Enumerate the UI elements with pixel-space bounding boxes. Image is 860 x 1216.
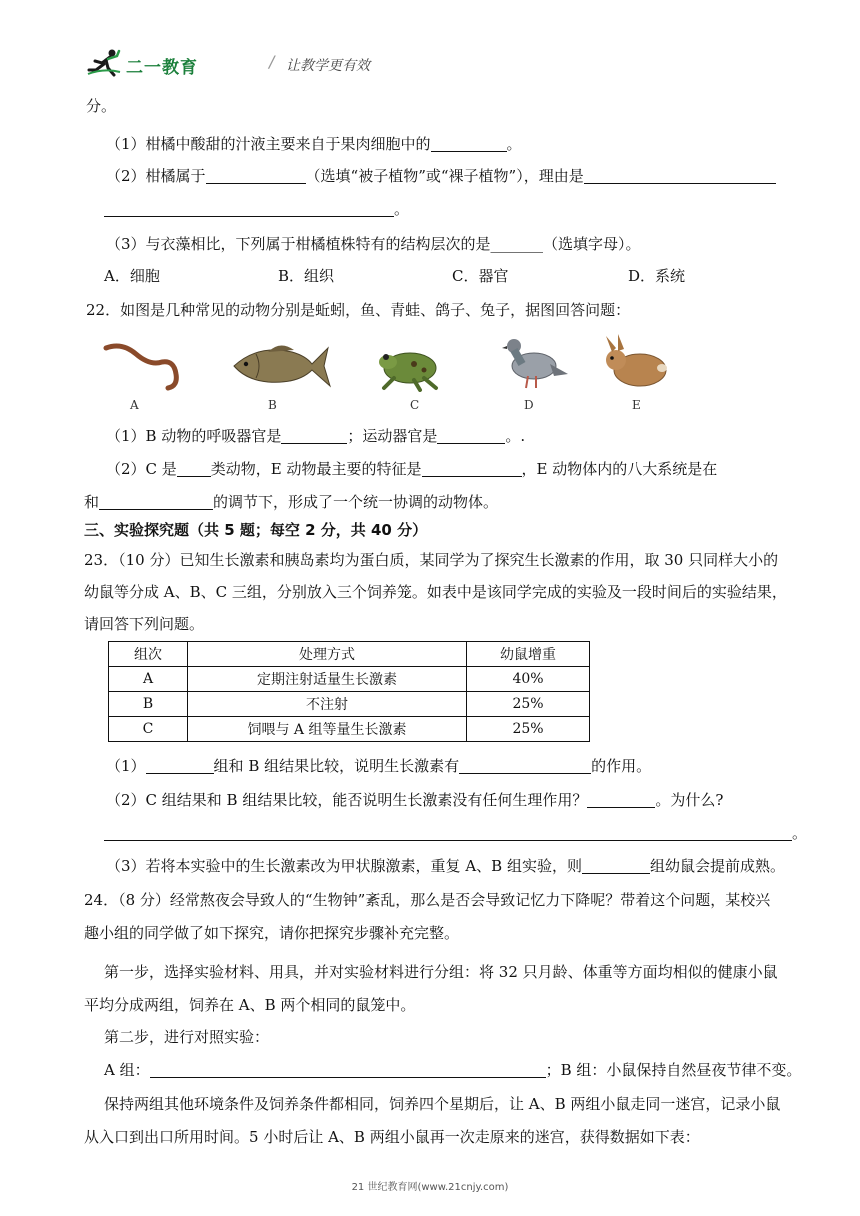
q21-part2-cont (104, 199, 409, 219)
q21-part2-mid: （选填“被子植物”或“裸子植物”），理由是 (305, 167, 584, 185)
q23-part2-end: 。 (792, 824, 808, 842)
answer-blank[interactable] (582, 857, 650, 874)
table-header-row (109, 642, 590, 667)
table-cell: 定期注射适量生长激素 (188, 667, 467, 692)
answer-blank[interactable] (104, 824, 792, 841)
q22-part2-and: 和 (84, 493, 100, 511)
answer-blank[interactable] (206, 167, 306, 184)
q22-part2-mid: 类动物，E 动物最主要的特征是 (210, 460, 422, 478)
q23-stem-3: 请回答下列问题。 (84, 615, 205, 633)
table-cell: C (109, 717, 188, 742)
animal-label-e: E (632, 398, 641, 412)
q23-part2-mid: 。为什么? (655, 791, 724, 809)
q21-part1 (106, 134, 522, 154)
q22-part1-end: 。. (505, 427, 526, 445)
animal-label-d: D (524, 398, 534, 412)
q23-part3-end: 组幼鼠会提前成熟。 (649, 857, 785, 875)
brand-slogan: 让教学更有效 (286, 58, 370, 74)
q22-part1-text: （1）B 动物的呼吸器官是 (106, 427, 282, 445)
q23-part3-text: （3）若将本实验中的生长激素改为甲状腺激素，重复 A、B 组实验，则 (106, 857, 582, 875)
animal-label-c: C (410, 398, 420, 412)
q21-option-d: D．系统 (628, 267, 686, 285)
q22-part2 (106, 459, 717, 479)
q21-part1-text: （1）柑橘中酸甜的汁液主要来自于果肉细胞中的 (106, 135, 431, 153)
answer-blank[interactable] (587, 791, 655, 808)
table-header: 组次 (109, 642, 188, 667)
q24-step1-b: 平均分成两组，饲养在 A、B 两个相同的鼠笼中。 (84, 996, 416, 1014)
animal-figure (100, 330, 680, 415)
q21-option-b: B．组织 (278, 267, 335, 285)
earthworm-illustration (102, 340, 182, 395)
q21-tail: 分。 (86, 97, 117, 115)
table-cell: 25% (467, 717, 590, 742)
brand-name: 二一教育 (126, 58, 198, 78)
answer-blank[interactable] (431, 135, 507, 152)
q23-part1-mid: 组和 B 组结果比较，说明生长激素有 (213, 757, 460, 775)
table-cell: 40% (467, 667, 590, 692)
frog-illustration (374, 344, 444, 392)
answer-blank[interactable] (104, 200, 394, 217)
q22-part2-line2 (84, 492, 498, 512)
fish-illustration (228, 338, 332, 394)
table-cell: A (109, 667, 188, 692)
page-header (86, 46, 786, 82)
q22-part1 (106, 426, 525, 446)
page-footer: 21 世纪教育网(www.21cnjy.com) (351, 1182, 509, 1193)
answer-blank[interactable] (422, 460, 522, 477)
q24-keep-1: 保持两组其他环境条件及饲养条件都相同，饲养四个星期后，让 A、B 两组小鼠走同一迷宫，记录小鼠 (104, 1095, 781, 1113)
q24-group-a-label: A 组： (104, 1061, 150, 1079)
q23-stem-2: 幼鼠等分成 A、B、C 三组，分别放入三个饲养笼。如表中是该同学完成的实验及一段时间后的实验结果， (84, 583, 787, 601)
q23-part2-text: （2）C 组结果和 B 组结果比较，能否说明生长激素没有任何生理作用？ (106, 791, 588, 809)
q23-part3 (106, 856, 785, 876)
q22-part2-cont: ，E 动物体内的八大系统是在 (521, 460, 718, 478)
answer-blank[interactable] (177, 460, 211, 477)
header-divider: / (269, 52, 275, 71)
q24-stem-2: 趣小组的同学做了如下探究，请你把探究步骤补充完整。 (84, 924, 460, 942)
table-row (109, 667, 590, 692)
answer-blank[interactable] (459, 757, 591, 774)
answer-blank[interactable] (437, 427, 505, 444)
q23-part2 (106, 790, 723, 810)
rabbit-illustration (600, 334, 672, 392)
q21-option-a: A．细胞 (104, 267, 160, 285)
q23-part1-end: 的作用。 (591, 757, 652, 775)
table-cell: 饲喂与 A 组等量生长激素 (188, 717, 467, 742)
q21-part2 (106, 166, 776, 186)
q24-step2: 第二步，进行对照实验： (104, 1028, 270, 1046)
answer-blank[interactable] (584, 167, 776, 184)
answer-blank[interactable] (150, 1061, 546, 1078)
q24-stem-1: 24．（8 分）经常熬夜会导致人的“生物钟”紊乱，那么是否会导致记忆力下降呢？带着这个问题，某校兴 (84, 891, 771, 909)
q23-part1 (106, 756, 651, 776)
runner-logo-icon (86, 48, 122, 78)
answer-blank[interactable] (99, 493, 213, 510)
table-row (109, 717, 590, 742)
q24-group-a (104, 1060, 801, 1080)
answer-blank[interactable] (281, 427, 347, 444)
q24-step1-a: 第一步，选择实验材料、用具，并对实验材料进行分组：将 32 只月龄、体重等方面均相似的健康小鼠 (104, 963, 778, 981)
section-title: 三、实验探究题（共 5 题；每空 2 分，共 40 分） (84, 521, 428, 539)
q23-part1-text: （1） (106, 757, 146, 775)
q22-part2-end: 的调节下，形成了一个统一协调的动物体。 (213, 493, 499, 511)
q23-result-table (108, 641, 590, 742)
q21-option-c: C．器官 (452, 267, 509, 285)
q21-part2-text: （2）柑橘属于 (106, 167, 206, 185)
q22-stem: 22．如图是几种常见的动物分别是蚯蚓，鱼、青蛙、鸽子、兔子，据图回答问题： (86, 301, 631, 319)
table-header: 处理方式 (188, 642, 467, 667)
q22-part1-mid: ；运动器官是 (347, 427, 438, 445)
q21-part3: （3）与衣藻相比，下列属于柑橘植株特有的结构层次的是_______（选填字母）。 (106, 235, 641, 253)
q24-keep-2: 从入口到出口所用时间。5 小时后让 A、B 两组小鼠再一次走原来的迷宫，获得数据如下表： (84, 1128, 700, 1146)
pigeon-illustration (500, 330, 570, 392)
q24-group-b-text: ；B 组：小鼠保持自然昼夜节律不变。 (545, 1061, 802, 1079)
animal-label-a: A (130, 398, 139, 412)
q21-part1-end: 。 (506, 135, 522, 153)
answer-blank[interactable] (146, 757, 214, 774)
table-cell: B (109, 692, 188, 717)
table-cell: 不注射 (188, 692, 467, 717)
table-cell: 25% (467, 692, 590, 717)
q22-part2-text: （2）C 是 (106, 460, 177, 478)
q21-part2-end: 。 (394, 200, 410, 218)
q23-stem-1: 23．（10 分）已知生长激素和胰岛素均为蛋白质，某同学为了探究生长激素的作用，取 30 只同样大小的 (84, 551, 779, 569)
table-row (109, 692, 590, 717)
q23-part2-answer (104, 823, 807, 843)
table-header: 幼鼠增重 (467, 642, 590, 667)
animal-label-b: B (268, 398, 277, 412)
